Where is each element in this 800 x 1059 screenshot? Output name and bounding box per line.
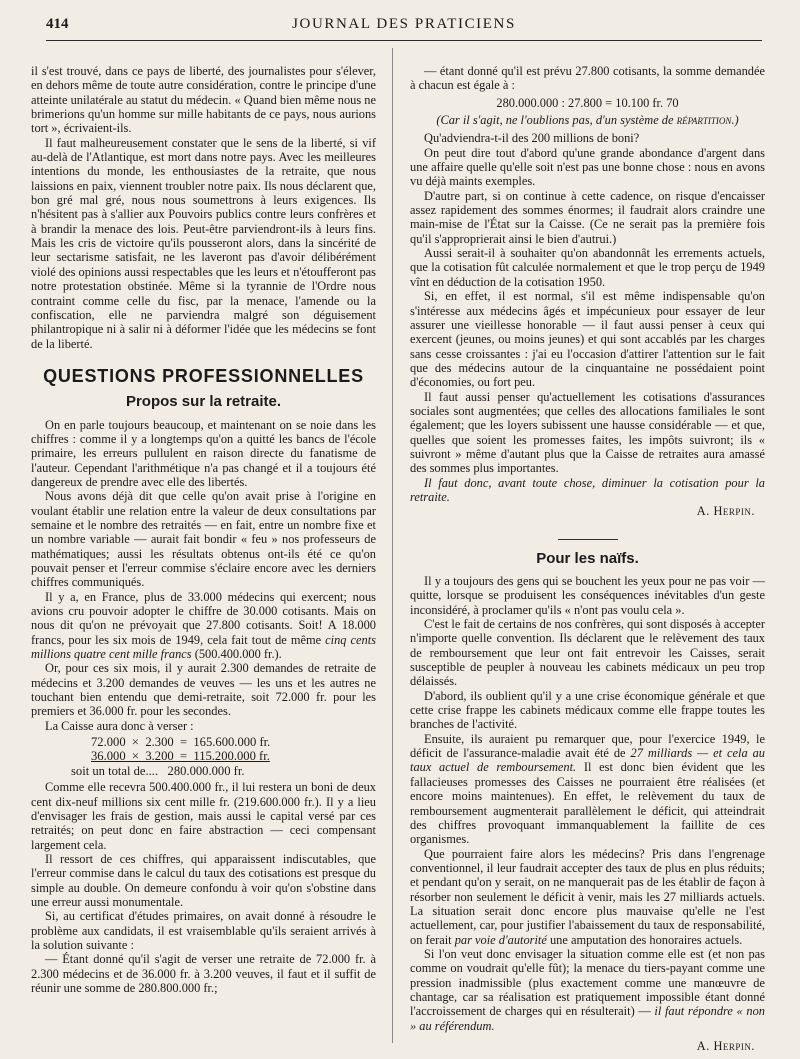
emphasis-text: il faut répondre « non » au référendum. <box>410 1004 765 1033</box>
paragraph: C'est le fait de certains de nos confrères, qui sont disposés à accepter n'importe quelle convention. Ils déclarent que le relèvement des taux de remboursement que leur ont fait entrevoir les Caisses, serait susceptible de peupler à nouveau les cabinets médicaux un peu trop délaissés. <box>410 617 765 689</box>
paragraph <box>410 947 765 1033</box>
paragraph <box>410 847 765 947</box>
paragraph: Si, en effet, il est normal, s'il est même indispensable qu'on s'intéresse aux médecins âgés et impécunieux pour essayer de leur assurer une vieillesse honorable — il faut aussi penser à ceux qui exercent (jeunes, ou moins jeunes) et qui sont accablés par les charges sans cesse croissantes : j'ai eu l'occasion d'attirer l'attention sur le fait que des médecins autour de la cinquantaine ne possédaient point d'économies, ou fort peu. <box>410 289 765 390</box>
emphasis-text: 27 milliards — et cela au taux actuel de remboursement. <box>410 746 765 775</box>
paragraph: Il ressort de ces chiffres, qui apparaissent indiscutables, que l'erreur commise dans le calcul du taux des cotisations est presque du simple au double. On demeure confondu à voir qu'on s'obstine dans une erreur aussi monumentale. <box>31 851 376 909</box>
paragraph: Il faut aussi penser qu'actuellement les cotisations d'assurances sociales sont augmentées; que celles des allocations familiales le sont également; que les loyers subissent une hausse considérable — et que, quelles que soient les promesses faites, les impôts suivront; ils « suivront » même d'autant plus que la Caisse de retraites aura amassé des sommes plus importantes. <box>410 389 765 476</box>
text-run: Si l'on veut donc envisager la situation comme elle est (et non pas comme on voudrait qu'elle fût); la menace du tiers-payant comme une pression inadmissible (plus exactement comme une manœuvre de chantage, car sa réalisation est pratiquement impossible étant donné l'accroissement de charges qui en résulterait) — <box>410 946 765 1019</box>
emphasis-text: répartition <box>676 113 732 128</box>
note <box>410 113 765 127</box>
signature: A. Herpin. <box>696 1039 755 1053</box>
text-run: Il y a, en France, plus de 33.000 médecins qui exercent; nous avions cru pouvoir adopter le chiffre de 30.000 cotisants. Mais on nous dit qu'on ne prévoyait que 27.800 cotisants. Soit! A 18.000 francs, pour les six mois de 1949, cela fait tout de même <box>31 589 376 647</box>
calc-total: soit un total de.... 280.000.000 fr. <box>71 763 245 778</box>
paragraph: Il faut donc, avant toute chose, diminuer la cotisation pour la retraite. <box>410 475 765 504</box>
calculation: 280.000.000 : 27.800 = 10.100 fr. 70 <box>496 95 679 110</box>
article-title: Pour les naïfs. <box>536 549 639 567</box>
paragraph: D'autre part, si on continue à cette cadence, on risque d'encaisser assez rapidement des sommes énormes; il faudrait alors craindre une main-mise de l'État sur la Caisse. (Ce ne serait pas la première fois qu'il s'approprierait ainsi le bien d'autrui.) <box>410 188 765 246</box>
calculation-block <box>71 735 376 778</box>
paragraph: — étant donné qu'il est prévu 27.800 cotisants, la somme demandée à chacun est égale à : <box>410 64 765 93</box>
right-column <box>410 64 765 1053</box>
paragraph: D'abord, ils oublient qu'il y a une crise économique générale et que cette crise frappe les cabinets médicaux comme elle frappe toutes les branches de l'activité. <box>410 688 765 732</box>
text-run: Que pourraient faire alors les médecins? Pris dans l'engrenage conventionnel, il leur faudrait accepter des taux de plus en plus réduits; et pendant qu'on y serait, on ne manquerait pas de les établir de façon à résorber non seulement le déficit à venir, mais les 27 milliards actuels. La situation serait donc encore plus mauvaise qu'elle ne l'est actuellement, car, pour justifier l'abaissement du taux de responsabilité, on ferait <box>410 846 765 947</box>
paragraph: On peut dire tout d'abord qu'une grande abondance d'argent dans une affaire quelle qu'elle soit n'est pas une bonne chose : nous en avons vu déjà maints exemples. <box>410 145 765 189</box>
text-run: (Car il s'agit, ne l'oublions pas, d'un système de <box>436 113 677 128</box>
paragraph: Aussi serait-il à souhaiter qu'on abandonnât les errements actuels, que la cotisation fût calculée normalement et que le trop perçu de 1949 vînt en déduction de la cotisation 1950. <box>410 246 765 289</box>
column-divider <box>392 48 393 1043</box>
header-rule <box>46 40 762 41</box>
paragraph: Or, pour ces six mois, il y aurait 2.300 demandes de retraite de médecins et 3.200 demandes de veuves — les uns et les autres ne touchant bien entendu que demi-retraite, soit 72.000 fr. pour les premiers et 36.000 fr. pour les secondes. <box>31 661 376 719</box>
paragraph: Comme elle recevra 500.400.000 fr., il lui restera un boni de deux cent dix-neuf millions six cent mille fr. (219.600.000 fr.). Il y a lieu d'envisager les frais de gestion, mais aussi le capital versé par ces retraités; on peut donc en faire abstraction — ceci compensant largement cela. <box>31 780 376 852</box>
paragraph <box>31 590 376 662</box>
paragraph: Si, au certificat d'études primaires, on avait donné à résoudre le problème aux candidats, il est vraisemblable qu'ils seraient arrivés à la solution suivante : <box>31 909 376 952</box>
paragraph: La Caisse aura donc à verser : <box>45 718 194 733</box>
journal-title: JOURNAL DES PRATICIENS <box>292 16 516 32</box>
text-run: une amputation des honoraires actuels. <box>546 932 743 947</box>
emphasis-text: cinq cents millions quatre cent mille francs <box>31 632 377 662</box>
signature: A. Herpin. <box>696 504 755 519</box>
paragraph: il s'est trouvé, dans ce pays de liberté, des journalistes pour s'élever, en dehors même de toute autre considération, contre le principe d'une atteinte unilatérale au statut du médecin. « Quand bien même nous ne brimerions qu'un homme sur mille habitants de ce pays, nous aurions tort », écrivaient-ils. <box>31 64 376 136</box>
paragraph: Qu'adviendra-t-il des 200 millions de boni? <box>424 131 640 146</box>
article-title: Propos sur la retraite. <box>125 393 282 411</box>
paragraph: Nous avons déjà dit que celle qu'on avait prise à l'origine en voulant établir une relation entre la valeur de deux consultations par semaine et le nombre des retraités — en fait, entre un nombre fixe et un nombre variable — aurait fait bondir « feu » nos professeurs de mathématiques; aussi les résultats obtenus ont-ils été ce qu'on pouvait penser et l'erreur commise s'éclaire encore avec les derniers chiffres communiqués. <box>31 489 376 590</box>
paragraph <box>410 732 765 847</box>
text-run: (500.400.000 fr.). <box>191 647 282 662</box>
left-column <box>31 64 376 995</box>
page-header <box>46 14 762 36</box>
section-title: QUESTIONS PROFESSIONNELLES <box>43 365 364 386</box>
text-run: Il est donc bien évident que les fallacieuses promesses des Caisses ne pourraient être réalisées (et encore moins maintenues). En effet, le relèvement du taux de remboursement augmenterait parallèlement le déficit, qui atteindrait des chiffres provoquant immanquablement la faillite de ces organismes. <box>410 760 765 847</box>
text-run: .) <box>731 113 739 128</box>
paragraph: Il y a toujours des gens qui se bouchent les yeux pour ne pas voir — quitte, lorsque se produisent les conséquences inévitables d'un geste inconsidéré, à proclamer qu'ils « n'ont pas voulu cela ». <box>410 574 765 617</box>
paragraph: On en parle toujours beaucoup, et maintenant on se noie dans les chiffres : comme il y a longtemps qu'on a quitté les bancs de l'école primaire, les erreurs pullulent en raison directe du fanatisme de l'auteur. Cependant l'arithmétique n'a pas changé et il a toujours été dangereux de prendre avec elle des libertés. <box>31 417 376 489</box>
emphasis-text: par voie d'autorité <box>454 932 547 947</box>
text-run: Ensuite, ils auraient pu remarquer que, pour l'exercice 1949, le déficit de l'assurance-maladie avait été de <box>410 731 765 761</box>
calc-line: 72.000 × 2.300 = 165.600.000 fr. <box>91 735 271 750</box>
paragraph: Il faut malheureusement constater que le sens de la liberté, si vif au-delà de l'Atlantique, est mort dans notre pays. Avec les meilleures intentions du monde, les enthousiastes de la retraite, que nous laissions en paix, viennent troubler notre paix. Ils nous déclarent que, bon gré mal gré, nous nous soumettrons à leurs exigences. Ils n'hésitent pas à s'allier aux Pouvoirs publics contre leurs confrères et à brandir la menace des lois. Peut-être parviendront-ils à leurs fins. Mais les cris de victoire qu'ils pousseront alors, dans la sincérité de leur sectarisme satisfait, ne les laveront pas d'avoir délibérément violé des opinions aussi respectables que les leurs et n'étoufferont pas notre protestation obstinée. Même si la tyrannie de l'Ordre nous contraint comme celle du fisc, par la menace, l'amende ou la confiscation, elle ne parviendra malgré son déguisement philantropique ni à salir ni à déformer l'idée que les médecins se font de la liberté. <box>31 135 376 351</box>
separator-rule <box>558 539 618 540</box>
paragraph: — Étant donné qu'il s'agit de verser une retraite de 72.000 fr. à 2.300 médecins et de 36.000 fr. à 3.200 veuves, il faut et il suffit de réunir une somme de 280.800.000 fr.; <box>31 952 376 995</box>
page-number: 414 <box>46 16 69 32</box>
calc-line: 36.000 × 3.200 = 115.200.000 fr. <box>91 749 270 764</box>
